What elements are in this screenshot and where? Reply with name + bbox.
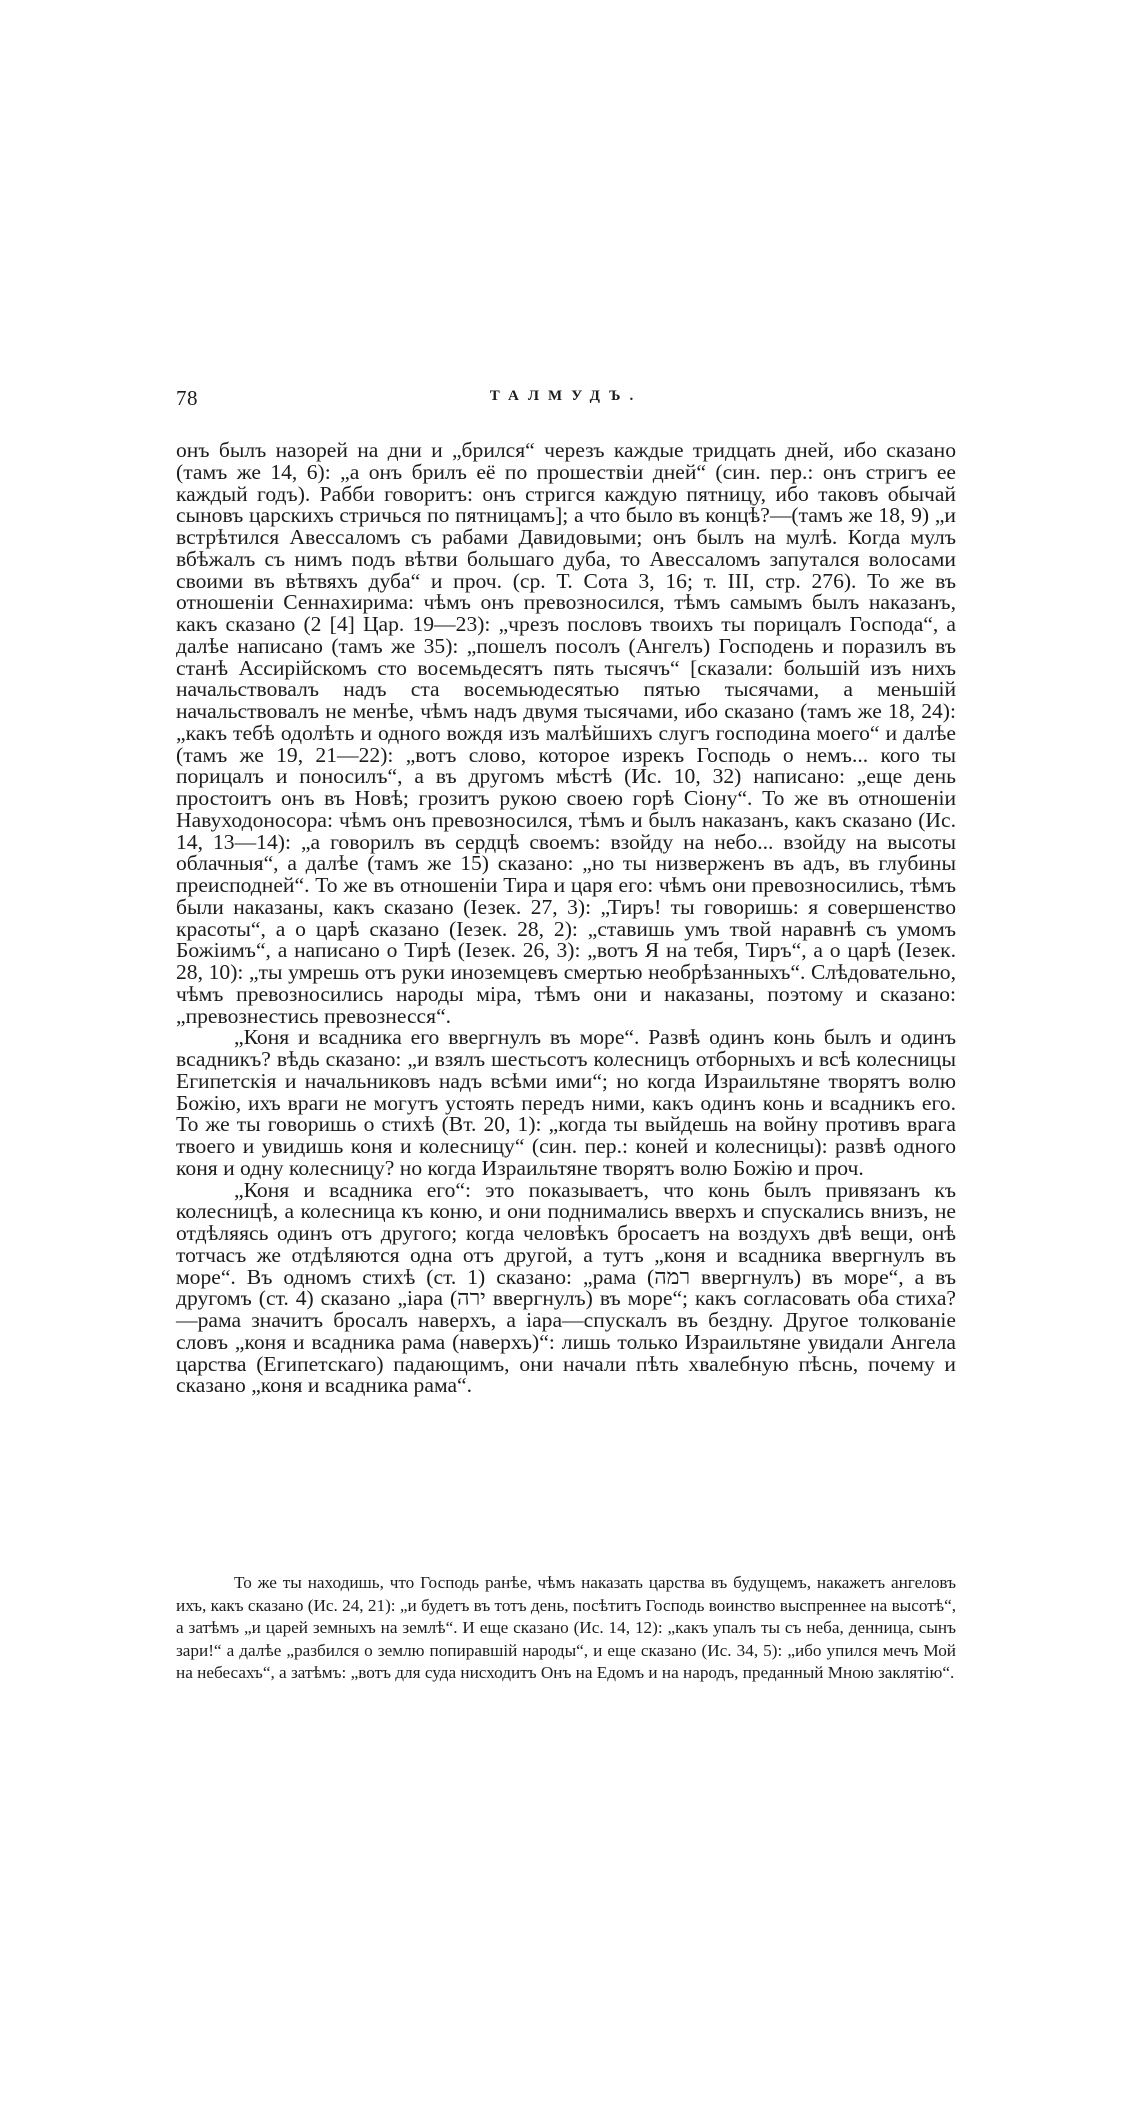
running-title: ТАЛМУДЪ. [489,388,643,404]
page-header [176,386,956,416]
page-number: 78 [176,386,198,410]
paragraph: онъ былъ назорей на дни и „брился“ черезъ каждые тридцать дней, ибо сказано (тамъ же 14, 6): „а онъ брилъ её по прошествіи дней“ (син. пер.: онъ стригъ ее каждый годъ). Рабби говоритъ: онъ стригся каждую пятницу, ибо таковъ обычай сыновъ царскихъ стричься по пятницамъ]; а что было въ концѣ?—(тамъ же 18, 9) „и встрѣтился Авессаломъ съ рабами Давидовыми; онъ былъ на мулѣ. Когда мулъ вбѣжалъ съ нимъ подъ вѣтви большаго дуба, то Авессаломъ запутался волосами своими въ вѣтвяхъ дуба“ и проч. (ср. Т. Сота 3, 16; т. III, стр. 276). То же въ отношеніи Сеннахирима: чѣмъ онъ превозносился, тѣмъ самымъ былъ наказанъ, какъ сказано (2 [4] Цар. 19—23): „чрезъ пословъ твоихъ ты порицалъ Господа“, а далѣе написано (тамъ же 35): „пошелъ посолъ (Ангелъ) Господень и поразилъ въ станѣ Ассирійскомъ сто восемьдесятъ пять тысячъ“ [сказали: большій изъ нихъ начальствовалъ надъ ста восемьюдесятью пятью тысячами, а меньшій начальствовалъ не менѣе, чѣмъ надъ двумя тысячами, ибо сказано (тамъ же 18, 24): „какъ тебѣ одолѣть и одного вождя изъ малѣйшихъ слугъ господина моего“ и далѣе (тамъ же 19, 21—22): „вотъ слово, которое изрекъ Господь о немъ... кого ты порицалъ и поносилъ“, а въ другомъ мѣстѣ (Ис. 10, 32) написано: „еще день простоитъ онъ въ Новѣ; грозитъ рукою своею горѣ Сіону“. То же въ отношеніи Навуходоносора: чѣмъ онъ превозносился, тѣмъ и былъ наказанъ, какъ сказано (Ис. 14, 13—14): „а говорилъ въ сердцѣ своемъ: взойду на небо... взойду на высоты облачныя“, а далѣе (тамъ же 15) сказано: „но ты низверженъ въ адъ, въ глубины преисподней“. То же въ отношеніи Тира и царя его: чѣмъ они превозносились, тѣмъ были наказаны, какъ сказано (Іезек. 27, 3): „Тиръ! ты говоришь: я совершенство красоты“, а о царѣ сказано (Іезек. 28, 2): „ставишь умъ твой наравнѣ съ умомъ Божіимъ“, а написано о Тирѣ (Іезек. 26, 3): „вотъ Я на тебя, Тиръ“, а о царѣ (Іезек. 28, 10): „ты умрешь отъ руки иноземцевъ смертью необрѣзанныхъ“. Слѣдовательно, чѣмъ превозносились народы міра, тѣмъ они и наказаны, поэтому и сказано: „превознестись превознесся“. [176,438,956,1028]
paragraph: „Коня и всадника его“: это показываетъ, что конь былъ привязанъ къ колесницѣ, а колесница къ коню, и они поднимались вверхъ и спускались внизъ, не отдѣляясь одинъ отъ другого; когда человѣкъ бросаетъ на воздухъ двѣ вещи, онѣ тотчасъ же отдѣляются одна отъ другой, а тутъ „коня и всадника ввергнулъ въ море“. Въ одномъ стихѣ (ст. 1) сказано: „рама (רמה ввергнулъ) въ море“, а въ другомъ (ст. 4) сказано „іара (ירה ввергнулъ) въ море“; какъ согласовать оба стиха?—рама значитъ бросалъ наверхъ, а іара—спускалъ въ бездну. Другое толкованіе словъ „коня и всадника рама (наверхъ)“: лишь только Израильтяне увидали Ангела царства (Египетскаго) падающимъ, они начали пѣть хвалебную пѣснь, почему и сказано „коня и всадника рама“. [176,1177,957,1398]
paragraph: „Коня и всадника его ввергнулъ въ море“. Развѣ одинъ конь былъ и одинъ всадникъ? вѣдь сказано: „и взялъ шестьсотъ колесницъ отборныхъ и всѣ колесницы Египетскія и начальниковъ надъ всѣми ими“; но когда Израильтяне творятъ волю Божію, ихъ враги не могутъ устоять передъ ними, какъ одинъ конь и всадникъ его. То же ты говоришь о стихѣ (Вт. 20, 1): „когда ты выйдешь на войну противъ врага твоего и увидишь коня и колесницу“ (син. пер.: коней и колесницы): развѣ одного коня и одну колесницу? но когда Израильтяне творятъ волю Божію и проч. [176,1025,956,1180]
footnote [176,1572,956,1685]
main-text [176,440,956,1397]
footnote-text: То же ты находишь, что Господь ранѣе, чѣмъ наказать царства въ будущемъ, накажетъ ангеловъ ихъ, какъ сказано (Ис. 24, 21): „и будетъ въ тотъ день, посѣтитъ Господь воинство выспреннее на высотѣ“, а затѣмъ „и царей земныхъ на землѣ“. И еще сказано (Ис. 14, 12): „какъ упалъ ты съ неба, денница, сынъ зари!“ а далѣе „разбился о землю попиравшій народы“, и еще сказано (Ис. 34, 5): „ибо упился мечъ Мой на небесахъ“, а затѣмъ: „вотъ для суда нисходитъ Онъ на Едомъ и на народъ, преданный Мною заклятію“. [176,1573,956,1683]
